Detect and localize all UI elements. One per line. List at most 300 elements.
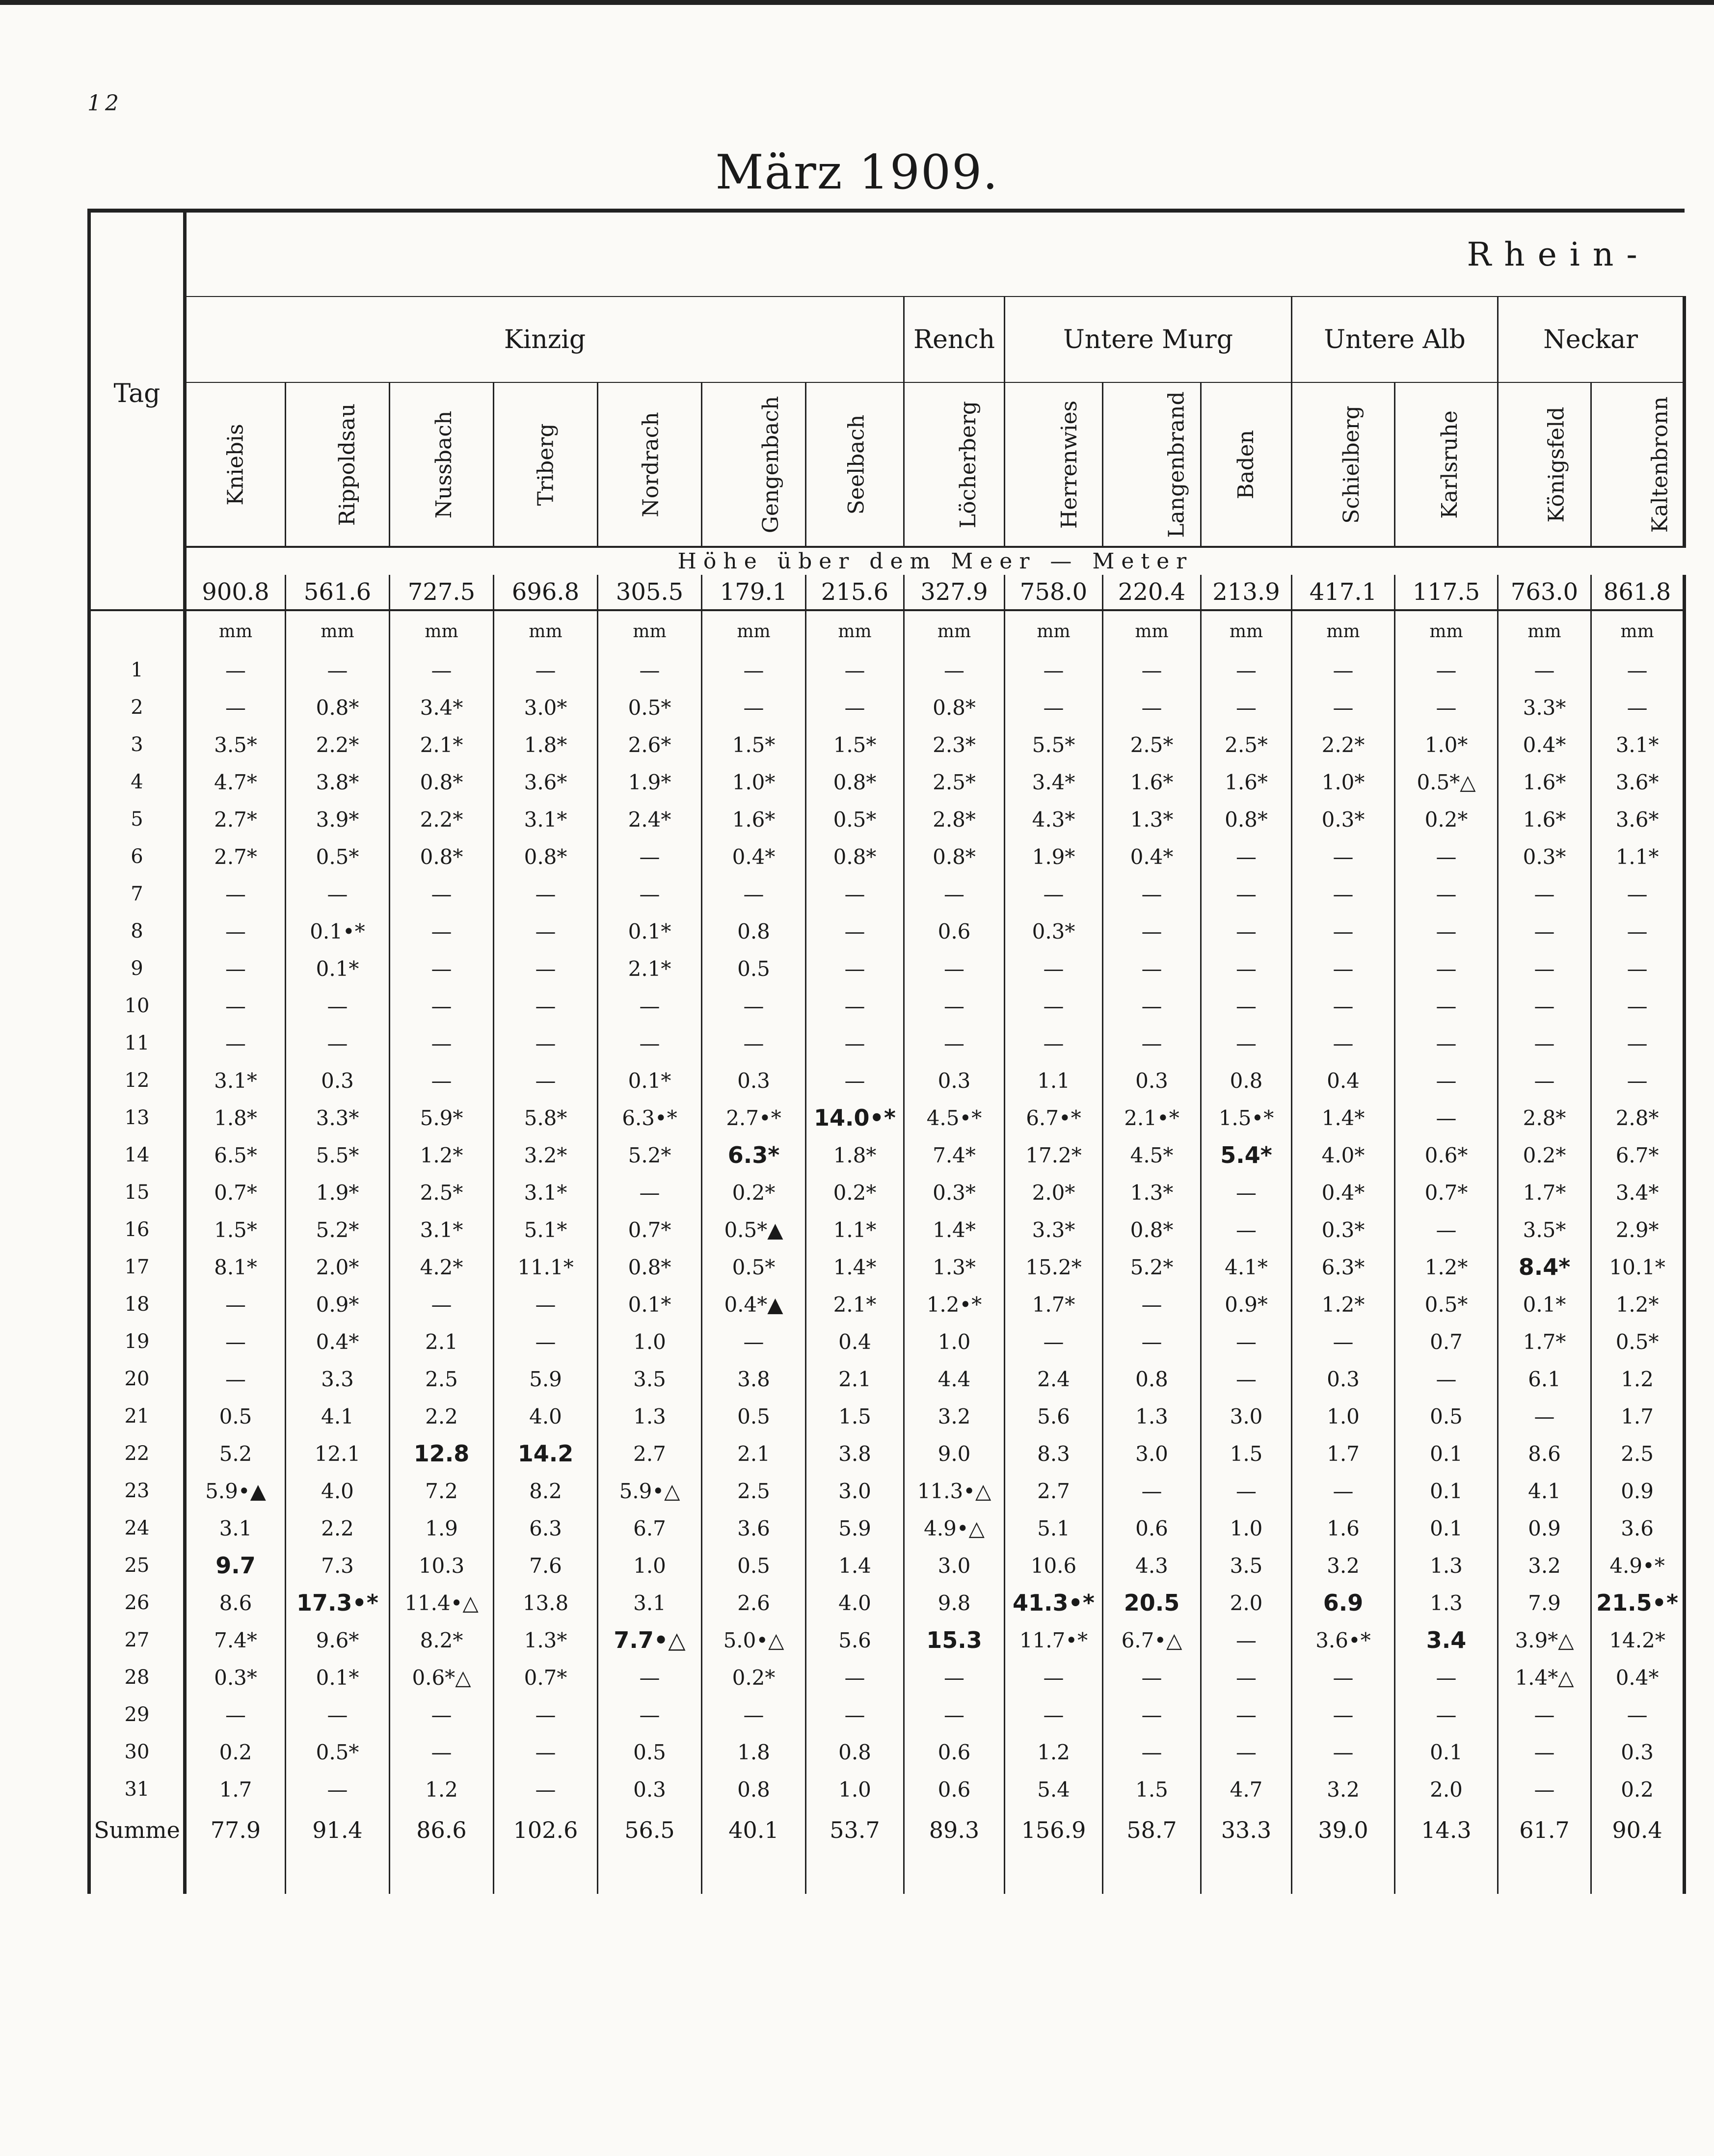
precip-value: 6.7 bbox=[598, 1509, 702, 1547]
river-header: Neckar bbox=[1498, 296, 1685, 382]
precip-value: — bbox=[1395, 1099, 1498, 1136]
unit-cell: mm bbox=[286, 610, 390, 651]
precip-value: 0.5 bbox=[702, 950, 806, 987]
unit-cell: mm bbox=[1498, 610, 1591, 651]
footer-spacer-cell bbox=[390, 1852, 494, 1894]
precip-value: 2.1 bbox=[390, 1323, 494, 1360]
precip-value: 0.8* bbox=[904, 838, 1005, 875]
precip-value: 15.3 bbox=[904, 1621, 1005, 1659]
precip-value: — bbox=[1292, 1024, 1395, 1062]
precip-value: 0.5* bbox=[286, 838, 390, 875]
precip-value: — bbox=[1005, 1659, 1103, 1696]
precip-value: 1.6* bbox=[1498, 763, 1591, 801]
precip-value: 5.6 bbox=[1005, 1398, 1103, 1435]
precip-value: 6.3* bbox=[702, 1136, 806, 1174]
precip-value: 0.5* bbox=[702, 1248, 806, 1286]
day-number: 21 bbox=[89, 1398, 185, 1435]
precip-value: 1.2* bbox=[1292, 1286, 1395, 1323]
precip-value: 2.0 bbox=[1395, 1771, 1498, 1808]
elevation-cell: 213.9 bbox=[1201, 575, 1292, 610]
precip-value: 3.2* bbox=[494, 1136, 598, 1174]
precip-value: 5.4* bbox=[1201, 1136, 1292, 1174]
precip-value: 0.6*△ bbox=[390, 1659, 494, 1696]
sum-value: 102.6 bbox=[494, 1808, 598, 1852]
precip-value: — bbox=[1395, 838, 1498, 875]
precip-value: 7.4* bbox=[904, 1136, 1005, 1174]
precip-value: 0.7 bbox=[1395, 1323, 1498, 1360]
precip-value: 0.5*△ bbox=[1395, 763, 1498, 801]
precip-value: — bbox=[904, 875, 1005, 913]
precip-value: 0.8 bbox=[806, 1733, 904, 1771]
precip-value: 1.5* bbox=[185, 1211, 286, 1248]
precip-value: 3.6* bbox=[1591, 763, 1685, 801]
precip-value: — bbox=[1201, 1024, 1292, 1062]
precip-value: 1.3 bbox=[1395, 1584, 1498, 1621]
precip-value: 4.0 bbox=[806, 1584, 904, 1621]
precip-value: — bbox=[1103, 1733, 1201, 1771]
precip-value: — bbox=[185, 1024, 286, 1062]
precip-value: 0.8* bbox=[1201, 801, 1292, 838]
precip-value: — bbox=[494, 987, 598, 1024]
precip-value: 4.2* bbox=[390, 1248, 494, 1286]
precip-value: 1.9* bbox=[1005, 838, 1103, 875]
precip-value: 2.1 bbox=[702, 1435, 806, 1472]
precip-value: 3.4* bbox=[390, 689, 494, 726]
precip-value: 2.7 bbox=[598, 1435, 702, 1472]
precip-value: — bbox=[286, 987, 390, 1024]
precip-value: 2.5* bbox=[1201, 726, 1292, 763]
precip-value: 2.5* bbox=[1103, 726, 1201, 763]
precip-value: 0.1* bbox=[286, 950, 390, 987]
unit-cell: mm bbox=[185, 610, 286, 651]
precip-value: — bbox=[1005, 651, 1103, 689]
precip-value: 2.0 bbox=[1201, 1584, 1292, 1621]
precip-value: 1.9* bbox=[286, 1174, 390, 1211]
station-name: Kaltenbronn bbox=[1647, 396, 1673, 533]
sum-value: 58.7 bbox=[1103, 1808, 1201, 1852]
day-row bbox=[89, 1435, 1685, 1472]
precip-value: 1.3* bbox=[1103, 801, 1201, 838]
precip-value: — bbox=[1005, 875, 1103, 913]
elevation-cell: 861.8 bbox=[1591, 575, 1685, 610]
precip-value: 2.4* bbox=[598, 801, 702, 838]
precip-value: — bbox=[702, 651, 806, 689]
precip-value: — bbox=[1395, 651, 1498, 689]
sum-value: 91.4 bbox=[286, 1808, 390, 1852]
precip-value: 4.5•* bbox=[904, 1099, 1005, 1136]
precip-value: — bbox=[1292, 1733, 1395, 1771]
station-name: Schielberg bbox=[1339, 405, 1364, 524]
day-number: 30 bbox=[89, 1733, 185, 1771]
elevation-cell: 758.0 bbox=[1005, 575, 1103, 610]
precip-value: 1.7* bbox=[1498, 1174, 1591, 1211]
precip-value: — bbox=[390, 1062, 494, 1099]
precip-value: — bbox=[1591, 950, 1685, 987]
precip-value: 1.0 bbox=[1292, 1398, 1395, 1435]
precip-value: 1.0* bbox=[702, 763, 806, 801]
precip-value: 3.1 bbox=[598, 1584, 702, 1621]
precip-value: 0.2* bbox=[702, 1659, 806, 1696]
sum-value: 89.3 bbox=[904, 1808, 1005, 1852]
day-number: 23 bbox=[89, 1472, 185, 1509]
precip-value: — bbox=[1103, 1024, 1201, 1062]
precip-value: 3.6•* bbox=[1292, 1621, 1395, 1659]
day-row bbox=[89, 1024, 1685, 1062]
day-number: 28 bbox=[89, 1659, 185, 1696]
precip-value: — bbox=[1395, 875, 1498, 913]
precip-value: 3.2 bbox=[1292, 1547, 1395, 1584]
precip-value: — bbox=[806, 689, 904, 726]
precip-value: 0.3* bbox=[1292, 1211, 1395, 1248]
day-number: 29 bbox=[89, 1696, 185, 1733]
precip-value: 5.9•△ bbox=[598, 1472, 702, 1509]
precip-value: 6.3* bbox=[1292, 1248, 1395, 1286]
precip-value: 15.2* bbox=[1005, 1248, 1103, 1286]
precip-value: — bbox=[1498, 1696, 1591, 1733]
scan-edge-line bbox=[0, 0, 1714, 5]
precip-value: 0.3* bbox=[185, 1659, 286, 1696]
precip-value: 14.0•* bbox=[806, 1099, 904, 1136]
precip-value: 0.5* bbox=[806, 801, 904, 838]
precip-value: — bbox=[1498, 913, 1591, 950]
day-row bbox=[89, 763, 1685, 801]
precip-value: — bbox=[1201, 1472, 1292, 1509]
precip-value: 3.4* bbox=[1005, 763, 1103, 801]
precip-value: — bbox=[1395, 1659, 1498, 1696]
precip-value: 0.4* bbox=[1103, 838, 1201, 875]
precip-value: — bbox=[806, 1062, 904, 1099]
precip-value: — bbox=[806, 950, 904, 987]
precip-value: — bbox=[494, 913, 598, 950]
day-row bbox=[89, 1659, 1685, 1696]
elevation-cell: 696.8 bbox=[494, 575, 598, 610]
station-name: Königsfeld bbox=[1544, 406, 1569, 522]
footer-spacer-cell bbox=[1498, 1852, 1591, 1894]
precip-value: — bbox=[1395, 950, 1498, 987]
precip-value: 2.8* bbox=[1591, 1099, 1685, 1136]
precip-value: 3.8 bbox=[702, 1360, 806, 1398]
precip-value: 3.0 bbox=[904, 1547, 1005, 1584]
elev-tag-spacer bbox=[89, 575, 185, 610]
precip-value: — bbox=[1201, 950, 1292, 987]
precip-value: 9.8 bbox=[904, 1584, 1005, 1621]
precip-value: 0.7* bbox=[598, 1211, 702, 1248]
precip-value: 6.9 bbox=[1292, 1584, 1395, 1621]
precip-value: 5.9 bbox=[494, 1360, 598, 1398]
day-row bbox=[89, 1360, 1685, 1398]
precip-value: 1.8* bbox=[185, 1099, 286, 1136]
precip-value: 2.1•* bbox=[1103, 1099, 1201, 1136]
precip-value: — bbox=[702, 1024, 806, 1062]
precip-value: — bbox=[494, 950, 598, 987]
precip-value: — bbox=[1201, 838, 1292, 875]
precip-value: — bbox=[494, 1062, 598, 1099]
precip-value: — bbox=[1103, 950, 1201, 987]
precip-value: 0.8* bbox=[598, 1248, 702, 1286]
day-row bbox=[89, 1584, 1685, 1621]
precip-value: 4.0 bbox=[286, 1472, 390, 1509]
precip-value: — bbox=[1591, 875, 1685, 913]
precip-value: 0.1 bbox=[1395, 1472, 1498, 1509]
precip-value: 2.0* bbox=[286, 1248, 390, 1286]
day-row bbox=[89, 1771, 1685, 1808]
precip-value: — bbox=[806, 875, 904, 913]
footer-spacer-cell bbox=[1201, 1852, 1292, 1894]
precip-value: 0.8* bbox=[390, 838, 494, 875]
precip-value: — bbox=[1591, 987, 1685, 1024]
precip-value: — bbox=[185, 651, 286, 689]
station-name: Kniebis bbox=[223, 423, 248, 506]
precip-value: 0.5* bbox=[1591, 1323, 1685, 1360]
precip-value: 1.2* bbox=[1395, 1248, 1498, 1286]
elevation-cell: 900.8 bbox=[185, 575, 286, 610]
precip-value: — bbox=[1005, 689, 1103, 726]
elevation-cell: 117.5 bbox=[1395, 575, 1498, 610]
day-number: 31 bbox=[89, 1771, 185, 1808]
precip-value: — bbox=[1591, 651, 1685, 689]
day-row bbox=[89, 1286, 1685, 1323]
precip-value: — bbox=[1201, 1621, 1292, 1659]
precip-value: 0.3 bbox=[1103, 1062, 1201, 1099]
precip-value: 3.1* bbox=[494, 1174, 598, 1211]
day-number: 17 bbox=[89, 1248, 185, 1286]
precip-value: — bbox=[1395, 1360, 1498, 1398]
precip-value: 3.3 bbox=[286, 1360, 390, 1398]
precip-value: 1.5 bbox=[806, 1398, 904, 1435]
precip-value: 2.4 bbox=[1005, 1360, 1103, 1398]
day-row bbox=[89, 1211, 1685, 1248]
day-row bbox=[89, 1547, 1685, 1584]
precip-value: 2.9* bbox=[1591, 1211, 1685, 1248]
precip-value: — bbox=[904, 651, 1005, 689]
precip-value: 1.3 bbox=[1395, 1547, 1498, 1584]
day-row bbox=[89, 950, 1685, 987]
precip-value: 5.0•△ bbox=[702, 1621, 806, 1659]
precip-value: — bbox=[1292, 838, 1395, 875]
precip-value: 0.2* bbox=[702, 1174, 806, 1211]
precip-value: 0.1 bbox=[1395, 1733, 1498, 1771]
precip-value: 3.5 bbox=[1201, 1547, 1292, 1584]
precip-value: 0.2* bbox=[1395, 801, 1498, 838]
precip-value: 1.0 bbox=[806, 1771, 904, 1808]
precip-value: 1.3* bbox=[904, 1248, 1005, 1286]
elevation-cell: 763.0 bbox=[1498, 575, 1591, 610]
precip-value: 1.6* bbox=[702, 801, 806, 838]
day-number: 27 bbox=[89, 1621, 185, 1659]
station-header bbox=[390, 382, 494, 547]
precip-value: — bbox=[185, 1323, 286, 1360]
unit-cell: mm bbox=[806, 610, 904, 651]
precip-value: 0.1* bbox=[598, 1062, 702, 1099]
precip-value: 3.1* bbox=[1591, 726, 1685, 763]
precip-value: 5.2* bbox=[1103, 1248, 1201, 1286]
precip-value: — bbox=[390, 1696, 494, 1733]
precip-value: 1.6 bbox=[1292, 1509, 1395, 1547]
day-row bbox=[89, 913, 1685, 950]
precip-value: — bbox=[1591, 689, 1685, 726]
day-row bbox=[89, 875, 1685, 913]
precip-value: 3.6* bbox=[1591, 801, 1685, 838]
river-header: Untere Murg bbox=[1005, 296, 1292, 382]
precip-value: — bbox=[390, 950, 494, 987]
precip-value: 1.4* bbox=[904, 1211, 1005, 1248]
precip-value: — bbox=[598, 1696, 702, 1733]
precip-value: 10.3 bbox=[390, 1547, 494, 1584]
precip-value: — bbox=[1591, 913, 1685, 950]
precip-value: — bbox=[185, 689, 286, 726]
precip-value: — bbox=[1292, 875, 1395, 913]
precip-value: 2.5 bbox=[390, 1360, 494, 1398]
precip-value: 1.3 bbox=[598, 1398, 702, 1435]
precip-value: — bbox=[1005, 1323, 1103, 1360]
precip-value: 1.7* bbox=[1498, 1323, 1591, 1360]
day-row bbox=[89, 651, 1685, 689]
precip-value: 1.7 bbox=[1292, 1435, 1395, 1472]
precip-value: 0.1* bbox=[286, 1659, 390, 1696]
precip-value: — bbox=[806, 913, 904, 950]
precip-value: — bbox=[702, 689, 806, 726]
precip-value: 12.8 bbox=[390, 1435, 494, 1472]
day-number: 2 bbox=[89, 689, 185, 726]
precip-value: 0.4*▲ bbox=[702, 1286, 806, 1323]
precip-value: — bbox=[1292, 689, 1395, 726]
precip-value: 9.6* bbox=[286, 1621, 390, 1659]
precip-value: — bbox=[390, 1733, 494, 1771]
precip-value: 4.9•△ bbox=[904, 1509, 1005, 1547]
precip-value: — bbox=[1591, 1696, 1685, 1733]
precip-value: 5.5* bbox=[286, 1136, 390, 1174]
precip-value: 0.7* bbox=[1395, 1174, 1498, 1211]
day-number: 15 bbox=[89, 1174, 185, 1211]
precip-value: — bbox=[286, 1771, 390, 1808]
precip-value: 8.6 bbox=[185, 1584, 286, 1621]
precip-value: 3.1* bbox=[494, 801, 598, 838]
precip-value: 1.1* bbox=[806, 1211, 904, 1248]
precip-value: 5.2* bbox=[598, 1136, 702, 1174]
station-header bbox=[904, 382, 1005, 547]
day-number: 10 bbox=[89, 987, 185, 1024]
precip-value: 5.5* bbox=[1005, 726, 1103, 763]
precip-value: 1.5* bbox=[806, 726, 904, 763]
precip-value: 8.4* bbox=[1498, 1248, 1591, 1286]
precip-value: 0.4* bbox=[702, 838, 806, 875]
precip-value: 3.2 bbox=[1498, 1547, 1591, 1584]
precip-value: 3.0 bbox=[1103, 1435, 1201, 1472]
precip-value: — bbox=[494, 875, 598, 913]
precip-value: 1.5 bbox=[1103, 1771, 1201, 1808]
unit-cell: mm bbox=[904, 610, 1005, 651]
precip-value: 1.3* bbox=[1103, 1174, 1201, 1211]
precip-value: 0.7* bbox=[185, 1174, 286, 1211]
sum-value: 39.0 bbox=[1292, 1808, 1395, 1852]
precip-value: — bbox=[1201, 913, 1292, 950]
precip-value: — bbox=[1201, 689, 1292, 726]
sum-value: 61.7 bbox=[1498, 1808, 1591, 1852]
unit-cell: mm bbox=[1292, 610, 1395, 651]
precip-value: 0.6 bbox=[904, 1733, 1005, 1771]
precip-value: 3.6 bbox=[1591, 1509, 1685, 1547]
precip-value: 5.4 bbox=[1005, 1771, 1103, 1808]
station-name: Triberg bbox=[533, 423, 558, 506]
precip-value: — bbox=[904, 950, 1005, 987]
precip-value: 3.0 bbox=[806, 1472, 904, 1509]
precip-value: 6.5* bbox=[185, 1136, 286, 1174]
precip-value: — bbox=[1005, 1024, 1103, 1062]
precip-value: 1.6* bbox=[1498, 801, 1591, 838]
precip-value: — bbox=[1201, 651, 1292, 689]
precip-value: — bbox=[702, 987, 806, 1024]
tag-label: Tag bbox=[113, 379, 161, 408]
precip-value: 2.7•* bbox=[702, 1099, 806, 1136]
precip-value: — bbox=[185, 875, 286, 913]
precip-value: 3.6* bbox=[494, 763, 598, 801]
station-header bbox=[598, 382, 702, 547]
footer-spacer-cell bbox=[1591, 1852, 1685, 1894]
precip-value: — bbox=[1498, 1024, 1591, 1062]
precip-value: 1.7 bbox=[185, 1771, 286, 1808]
precip-value: 7.6 bbox=[494, 1547, 598, 1584]
precip-value: 2.5 bbox=[702, 1472, 806, 1509]
precip-value: — bbox=[904, 1024, 1005, 1062]
precip-value: 11.1* bbox=[494, 1248, 598, 1286]
precip-value: — bbox=[494, 1323, 598, 1360]
precip-value: 0.5 bbox=[1395, 1398, 1498, 1435]
precip-value: 12.1 bbox=[286, 1435, 390, 1472]
precip-value: 0.2* bbox=[1498, 1136, 1591, 1174]
precip-value: — bbox=[1591, 1024, 1685, 1062]
precip-value: 1.5 bbox=[1201, 1435, 1292, 1472]
precip-value: — bbox=[1292, 1659, 1395, 1696]
precip-value: — bbox=[1201, 1696, 1292, 1733]
precip-value: 0.8* bbox=[286, 689, 390, 726]
precip-value: 1.8* bbox=[806, 1136, 904, 1174]
sum-value: 14.3 bbox=[1395, 1808, 1498, 1852]
footer-spacer-cell bbox=[702, 1852, 806, 1894]
footer-spacer-cell bbox=[494, 1852, 598, 1894]
sum-value: 53.7 bbox=[806, 1808, 904, 1852]
precip-value: — bbox=[1292, 913, 1395, 950]
precip-value: 2.7 bbox=[1005, 1472, 1103, 1509]
station-header bbox=[1395, 382, 1498, 547]
precip-value: 4.5* bbox=[1103, 1136, 1201, 1174]
precip-value: 4.7* bbox=[185, 763, 286, 801]
precip-value: — bbox=[1292, 1472, 1395, 1509]
precip-value: — bbox=[1395, 689, 1498, 726]
day-number: 18 bbox=[89, 1286, 185, 1323]
precip-value: — bbox=[1103, 651, 1201, 689]
station-header bbox=[1005, 382, 1103, 547]
precip-value: — bbox=[1005, 1696, 1103, 1733]
station-name: Herrenwies bbox=[1057, 400, 1082, 529]
precip-value: 0.3 bbox=[598, 1771, 702, 1808]
precip-value: 0.6 bbox=[904, 913, 1005, 950]
precip-value: — bbox=[1292, 1696, 1395, 1733]
page-number: 12 bbox=[87, 91, 123, 116]
day-number: 22 bbox=[89, 1435, 185, 1472]
precip-value: — bbox=[1498, 1398, 1591, 1435]
precip-value: — bbox=[702, 875, 806, 913]
precip-value: 2.1* bbox=[390, 726, 494, 763]
precip-value: 3.3* bbox=[286, 1099, 390, 1136]
precip-value: 1.2•* bbox=[904, 1286, 1005, 1323]
precip-value: — bbox=[598, 875, 702, 913]
precip-value: 0.8* bbox=[806, 838, 904, 875]
precip-value: 1.2 bbox=[1591, 1360, 1685, 1398]
precip-value: — bbox=[494, 1771, 598, 1808]
precip-value: 1.6* bbox=[1103, 763, 1201, 801]
elevation-cell: 727.5 bbox=[390, 575, 494, 610]
station-header bbox=[1498, 382, 1591, 547]
